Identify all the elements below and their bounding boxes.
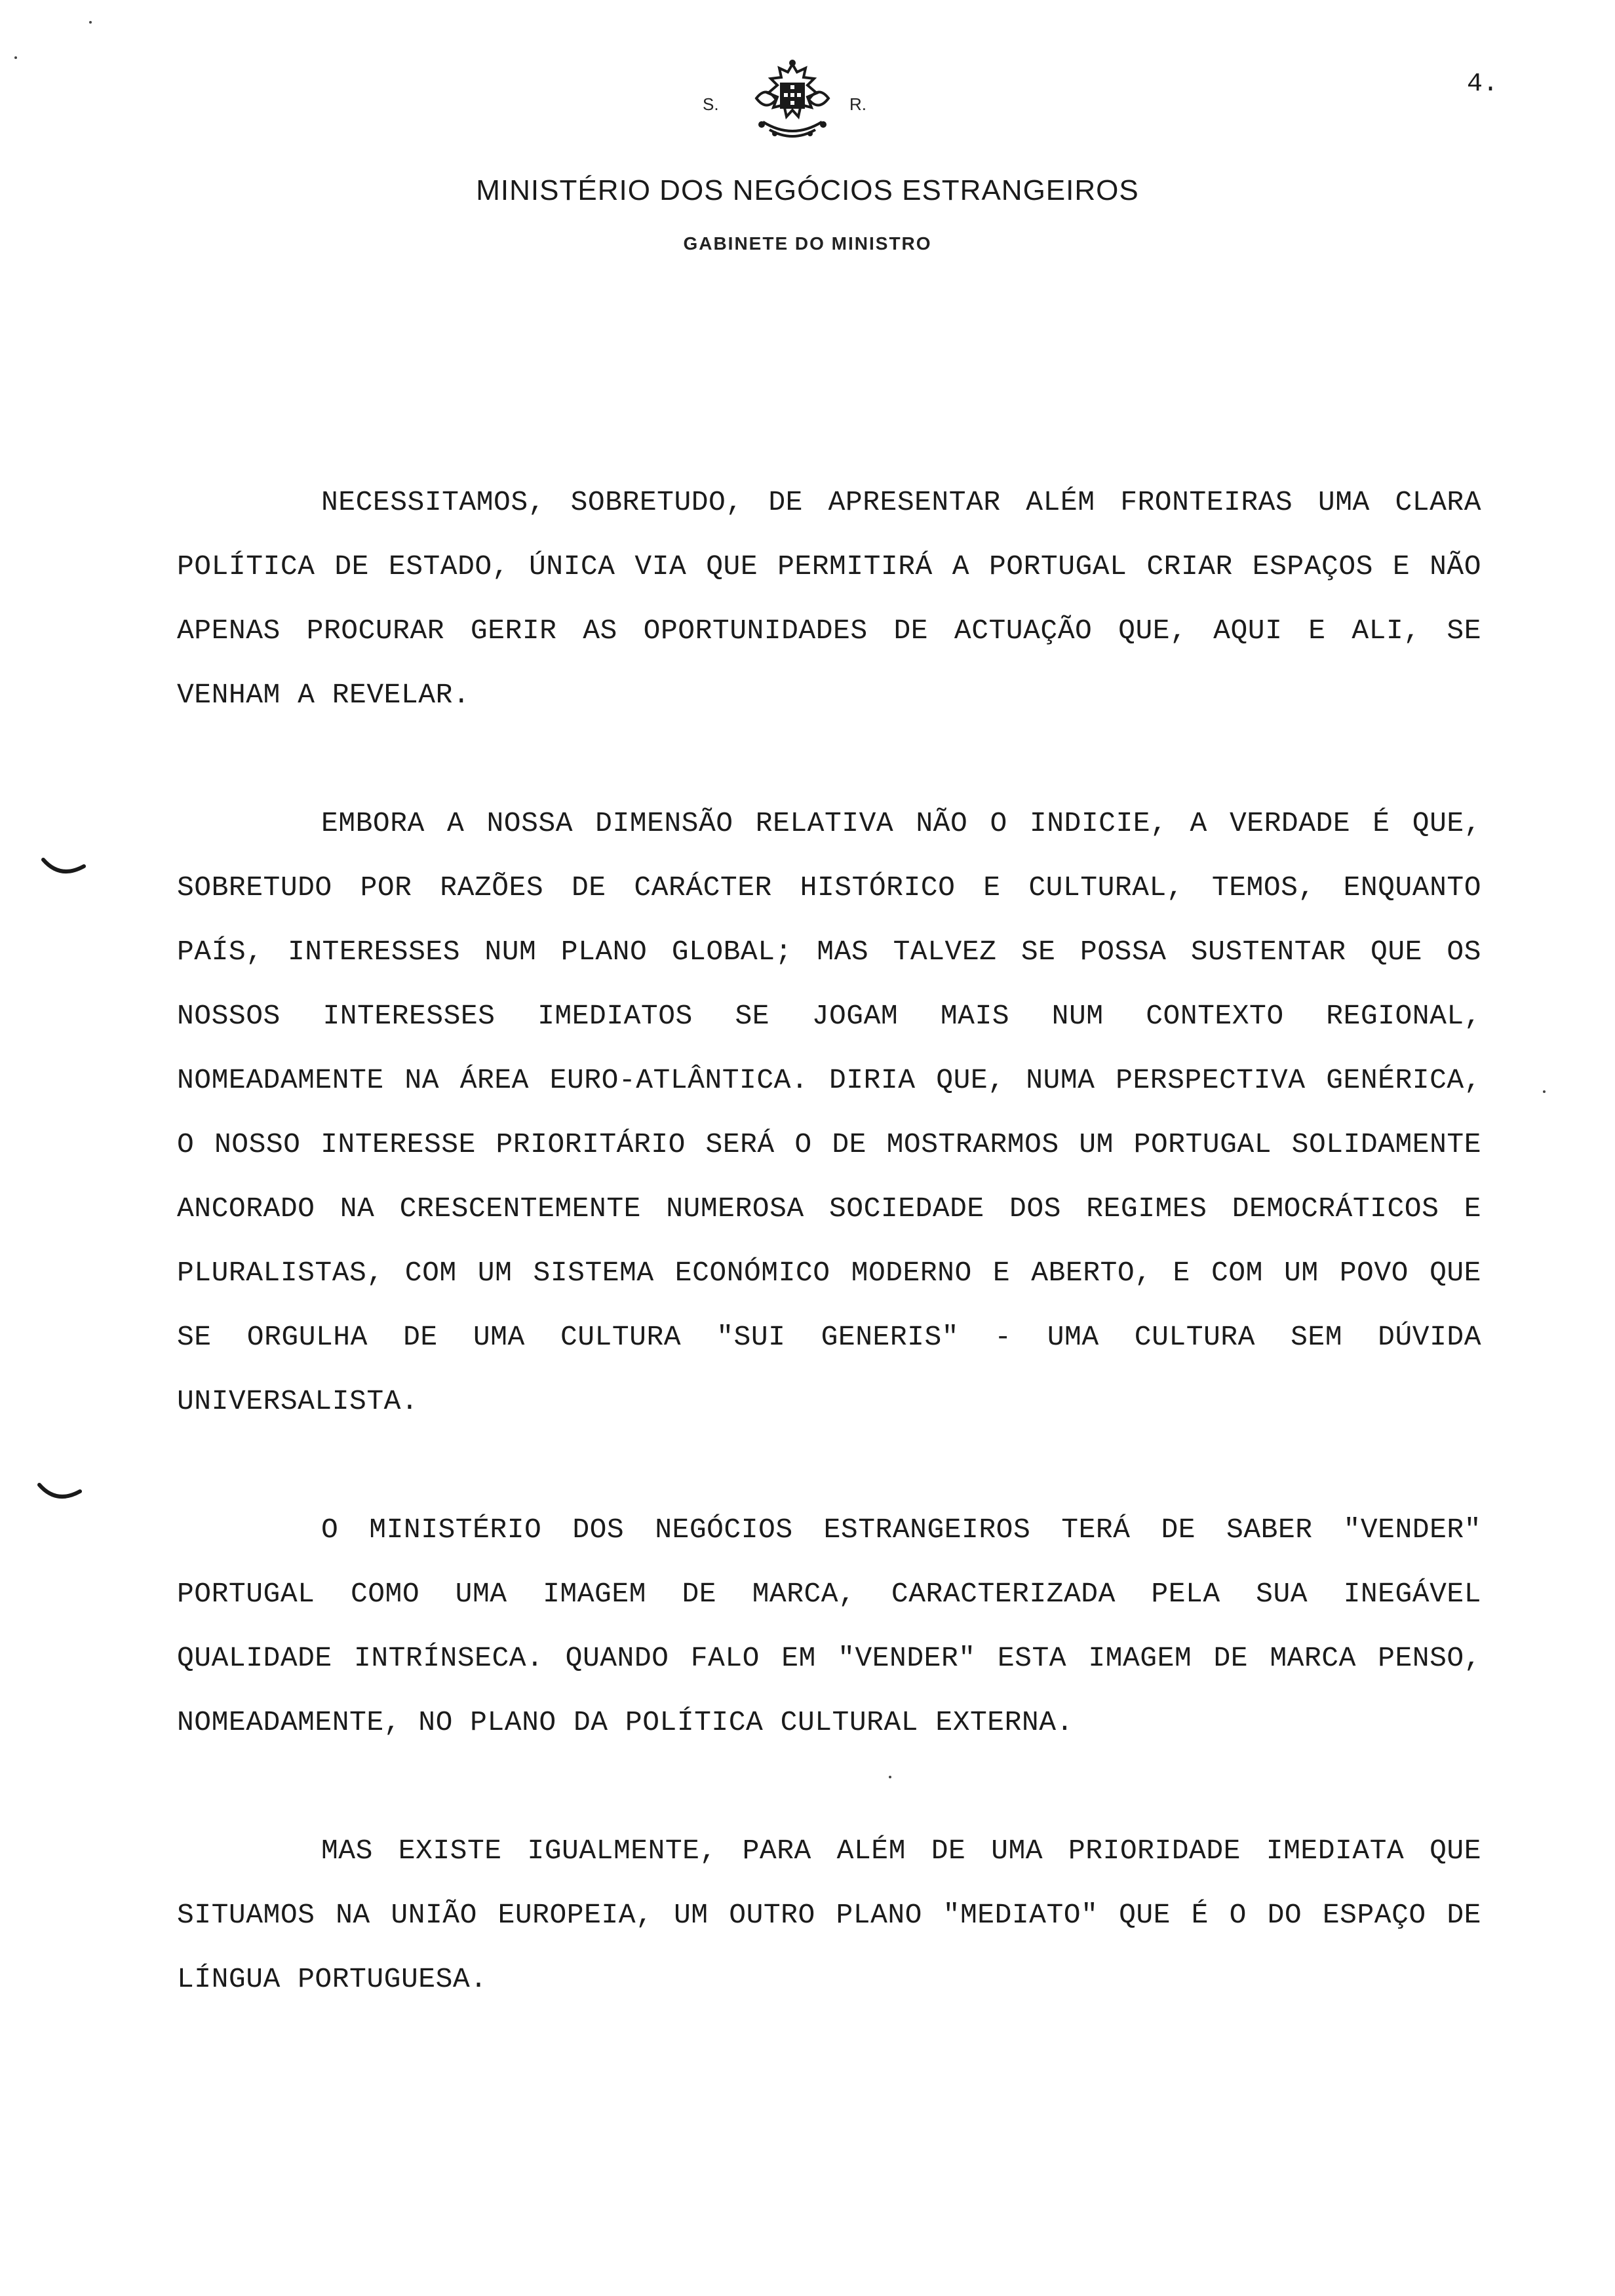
cabinet-subtitle: GABINETE DO MINISTRO [683,233,932,254]
paragraph-3: O MINISTÉRIO DOS NEGÓCIOS ESTRANGEIROS TERÁ DE SABER "VENDER" PORTUGAL COMO UMA IMAGEM DE MARCA, CARACTERIZADA PELA SUA INEGÁVEL QUALIDADE INTRÍNSECA. QUANDO FALO EM "VENDER" ESTA IMAGEM DE MARCA PENSO, NOMEADAMENTE, NO PLANO DA POLÍTICA CULTURAL EXTERNA. [177,1514,1481,1738]
margin-check-mark-icon [41,854,87,881]
scan-speck [889,1776,891,1778]
right-initial: R. [849,94,866,114]
paragraph-2: EMBORA A NOSSA DIMENSÃO RELATIVA NÃO O INDICIE, A VERDADE É QUE, SOBRETUDO POR RAZÕES DE CARÁCTER HISTÓRICO E CULTURAL, TEMOS, ENQUANTO PAÍS, INTERESSES NUM PLANO GLOBAL; MAS TALVEZ SE POSSA SUSTENTAR QUE OS NOSSOS INTERESSES IMEDIATOS SE JOGAM MAIS NUM CONTEXTO REGIONAL, NOMEADAMENTE NA ÁREA EURO-ATLÂNTICA. DIRIA QUE, NUMA PERSPECTIVA GENÉRICA, O NOSSO INTERESSE PRIORITÁRIO SERÁ O DE MOSTRARMOS UM PORTUGAL SOLIDAMENTE ANCORADO NA CRESCENTEMENTE NUMEROSA SOCIEDADE DOS REGIMES DEMOCRÁTICOS E PLURALISTAS, COM UM SISTEMA ECONÓMICO MODERNO E ABERTO, E COM UM POVO QUE SE ORGULHA DE UMA CULTURA "SUI GENERIS" - UMA CULTURA SEM DÚVIDA UNIVERSALISTA. [177,807,1481,1417]
scan-speck [14,56,17,59]
scan-speck [1543,1090,1546,1093]
letterhead [0,52,1615,275]
margin-check-mark-icon [37,1480,83,1506]
scan-speck [89,21,92,24]
document-body [177,470,1481,2012]
ministry-title: MINISTÉRIO DOS NEGÓCIOS ESTRANGEIROS [476,174,1139,206]
paragraph-4: MAS EXISTE IGUALMENTE, PARA ALÉM DE UMA PRIORIDADE IMEDIATA QUE SITUAMOS NA UNIÃO EUROPEIA, UM OUTRO PLANO "MEDIATO" QUE É O DO ESPAÇO DE LÍNGUA PORTUGUESA. [177,1835,1481,1995]
left-initial: S. [703,94,719,114]
page-number: 4. [1467,69,1499,99]
emblem-row [695,59,891,144]
paragraph-1: NECESSITAMOS, SOBRETUDO, DE APRESENTAR ALÉM FRONTEIRAS UMA CLARA POLÍTICA DE ESTADO, ÚNICA VIA QUE PERMITIRÁ A PORTUGAL CRIAR ESPAÇOS E NÃO APENAS PROCURAR GERIR AS OPORTUNIDADES DE ACTUAÇÃO QUE, AQUI E ALI, SE VENHAM A REVELAR. [177,486,1481,711]
coat-of-arms-icon [743,59,842,144]
